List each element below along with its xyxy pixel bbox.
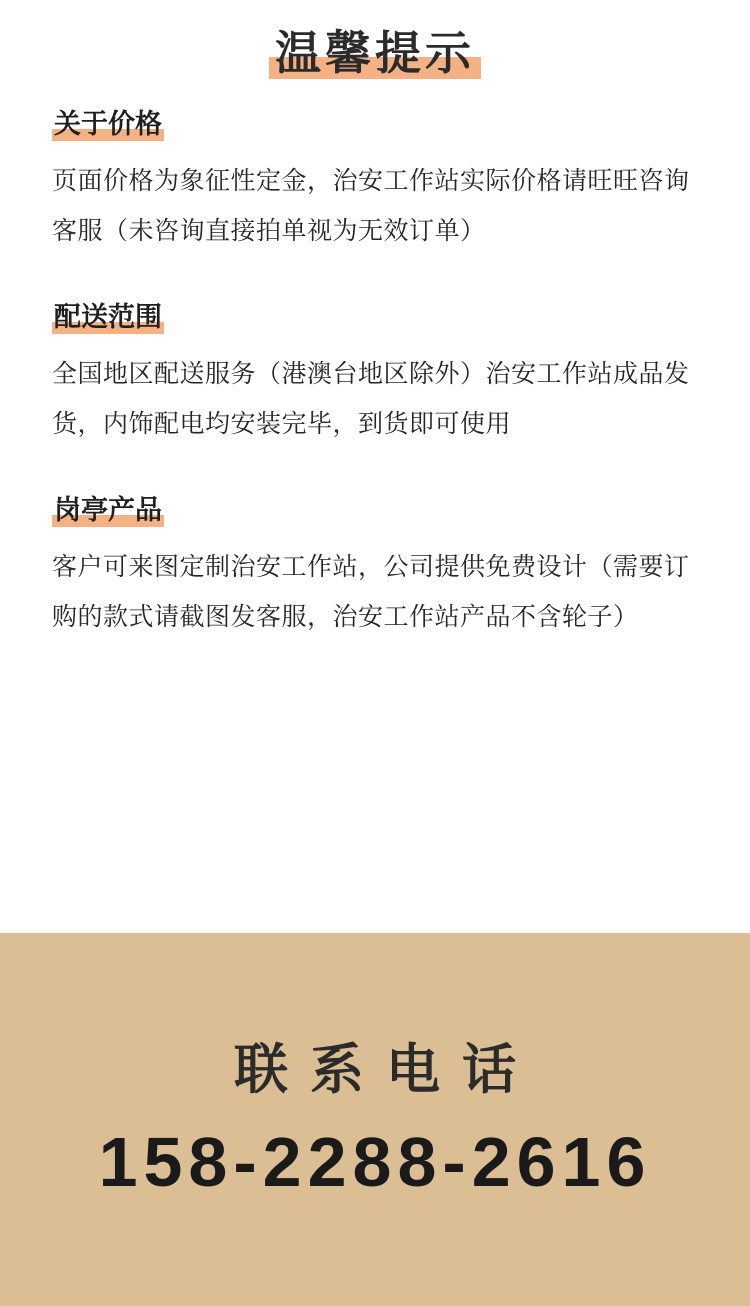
section-price-body: 页面价格为象征性定金，治安工作站实际价格请旺旺咨询客服（未咨询直接拍单视为无效订单） [52, 167, 690, 246]
section-price-heading [52, 107, 164, 142]
page-title [269, 26, 481, 81]
section-delivery [52, 300, 698, 449]
section-product-heading-text: 岗亭产品 [54, 495, 162, 526]
section-delivery-body: 全国地区配送服务（港澳台地区除外）治安工作站成品发货，内饰配电均安装完毕，到货即可使用 [52, 360, 690, 439]
section-product-body: 客户可来图定制治安工作站，公司提供免费设计（需要订购的款式请截图发客服，治安工作站产品不含轮子） [52, 553, 690, 632]
section-delivery-heading-text: 配送范围 [54, 302, 162, 333]
contact-banner [0, 933, 750, 1306]
page-title-wrap [0, 0, 750, 81]
section-product-heading [52, 493, 164, 528]
page-title-text: 温馨提示 [275, 27, 475, 79]
contact-label: 联系电话 [234, 1039, 538, 1100]
section-product [52, 493, 698, 642]
section-delivery-heading [52, 300, 164, 335]
section-price [52, 107, 698, 256]
section-price-heading-text: 关于价格 [54, 109, 162, 140]
contact-phone-number[interactable]: 158-2288-2616 [98, 1123, 652, 1202]
notice-content [0, 81, 750, 642]
